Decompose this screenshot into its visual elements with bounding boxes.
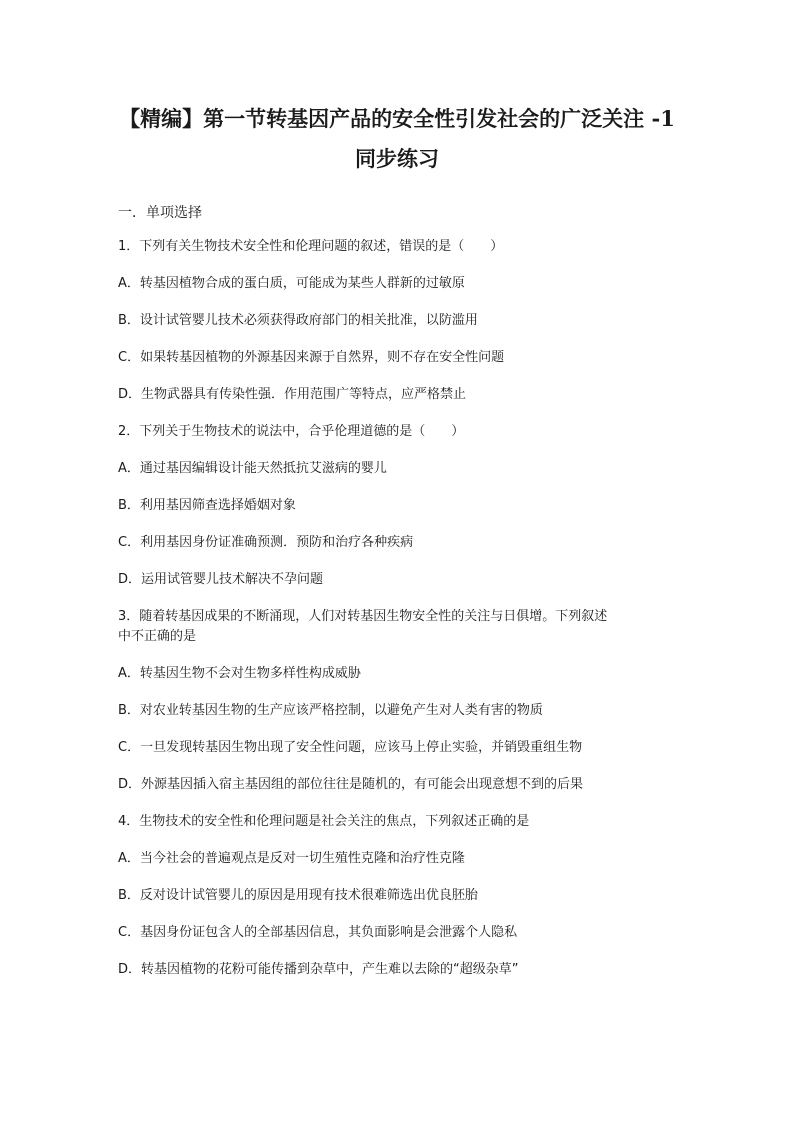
- question-1-option-d: D．生物武器具有传染性强．作用范围广等特点，应严格禁止: [118, 387, 467, 402]
- title-line-2: 同步练习: [355, 146, 439, 171]
- question-2-option-d: D．运用试管婴儿技术解决不孕问题: [118, 572, 324, 587]
- question-list: [118, 220, 678, 980]
- question-2-option-c: C．利用基因身份证准确预测．预防和治疗各种疾病: [118, 535, 414, 550]
- question-4-stem: 4．生物技术的安全性和伦理问题是社会关注的焦点，下列叙述正确的是: [118, 814, 530, 829]
- question-2-option-b: B．利用基因筛查选择婚姻对象: [118, 498, 296, 513]
- question-3-stem-line-2: 中不正确的是: [118, 629, 197, 644]
- question-4-option-b: B．反对设计试管婴儿的原因是用现有技术很难筛选出优良胚胎: [118, 888, 478, 903]
- question-3-option-c: C．一旦发现转基因生物出现了安全性问题，应该马上停止实验，并销毁重组生物: [118, 740, 583, 755]
- question-4-option-a: A．当今社会的普遍观点是反对一切生殖性克隆和治疗性克隆: [118, 851, 465, 866]
- question-2-stem: 2．下列关于生物技术的说法中，合乎伦理道德的是（ ）: [118, 424, 465, 439]
- question-4-option-c: C．基因身份证包含人的全部基因信息，其负面影响是会泄露个人隐私: [118, 925, 518, 940]
- question-1-option-c: C．如果转基因植物的外源基因来源于自然界，则不存在安全性问题: [118, 350, 505, 365]
- question-3-stem-line-1: 3．随着转基因成果的不断涌现，人们对转基因生物安全性的关注与日俱增。下列叙述: [118, 609, 608, 624]
- question-3-option-a: A．转基因生物不会对生物多样性构成威胁: [118, 666, 361, 681]
- question-1-option-b: B．设计试管婴儿技术必须获得政府部门的相关批准，以防滥用: [118, 313, 478, 328]
- question-4-option-d: D．转基因植物的花粉可能传播到杂草中，产生难以去除的“超级杂草”: [118, 962, 519, 977]
- question-3-option-d: D．外源基因插入宿主基因组的部位往往是随机的，有可能会出现意想不到的后果: [118, 777, 584, 792]
- title-line-1: 【精编】第一节转基因产品的安全性引发社会的广泛关注 -1: [119, 106, 675, 131]
- question-3-option-b: B．对农业转基因生物的生产应该严格控制，以避免产生对人类有害的物质: [118, 703, 543, 718]
- question-2-option-a: A．通过基因编辑设计能天然抵抗艾滋病的婴儿: [118, 461, 387, 476]
- section-heading: 一．单项选择: [118, 205, 202, 221]
- question-1-stem: 1．下列有关生物技术安全性和伦理问题的叙述，错误的是（ ）: [118, 239, 504, 254]
- question-1-option-a: A．转基因植物合成的蛋白质，可能成为某些人群新的过敏原: [118, 276, 465, 291]
